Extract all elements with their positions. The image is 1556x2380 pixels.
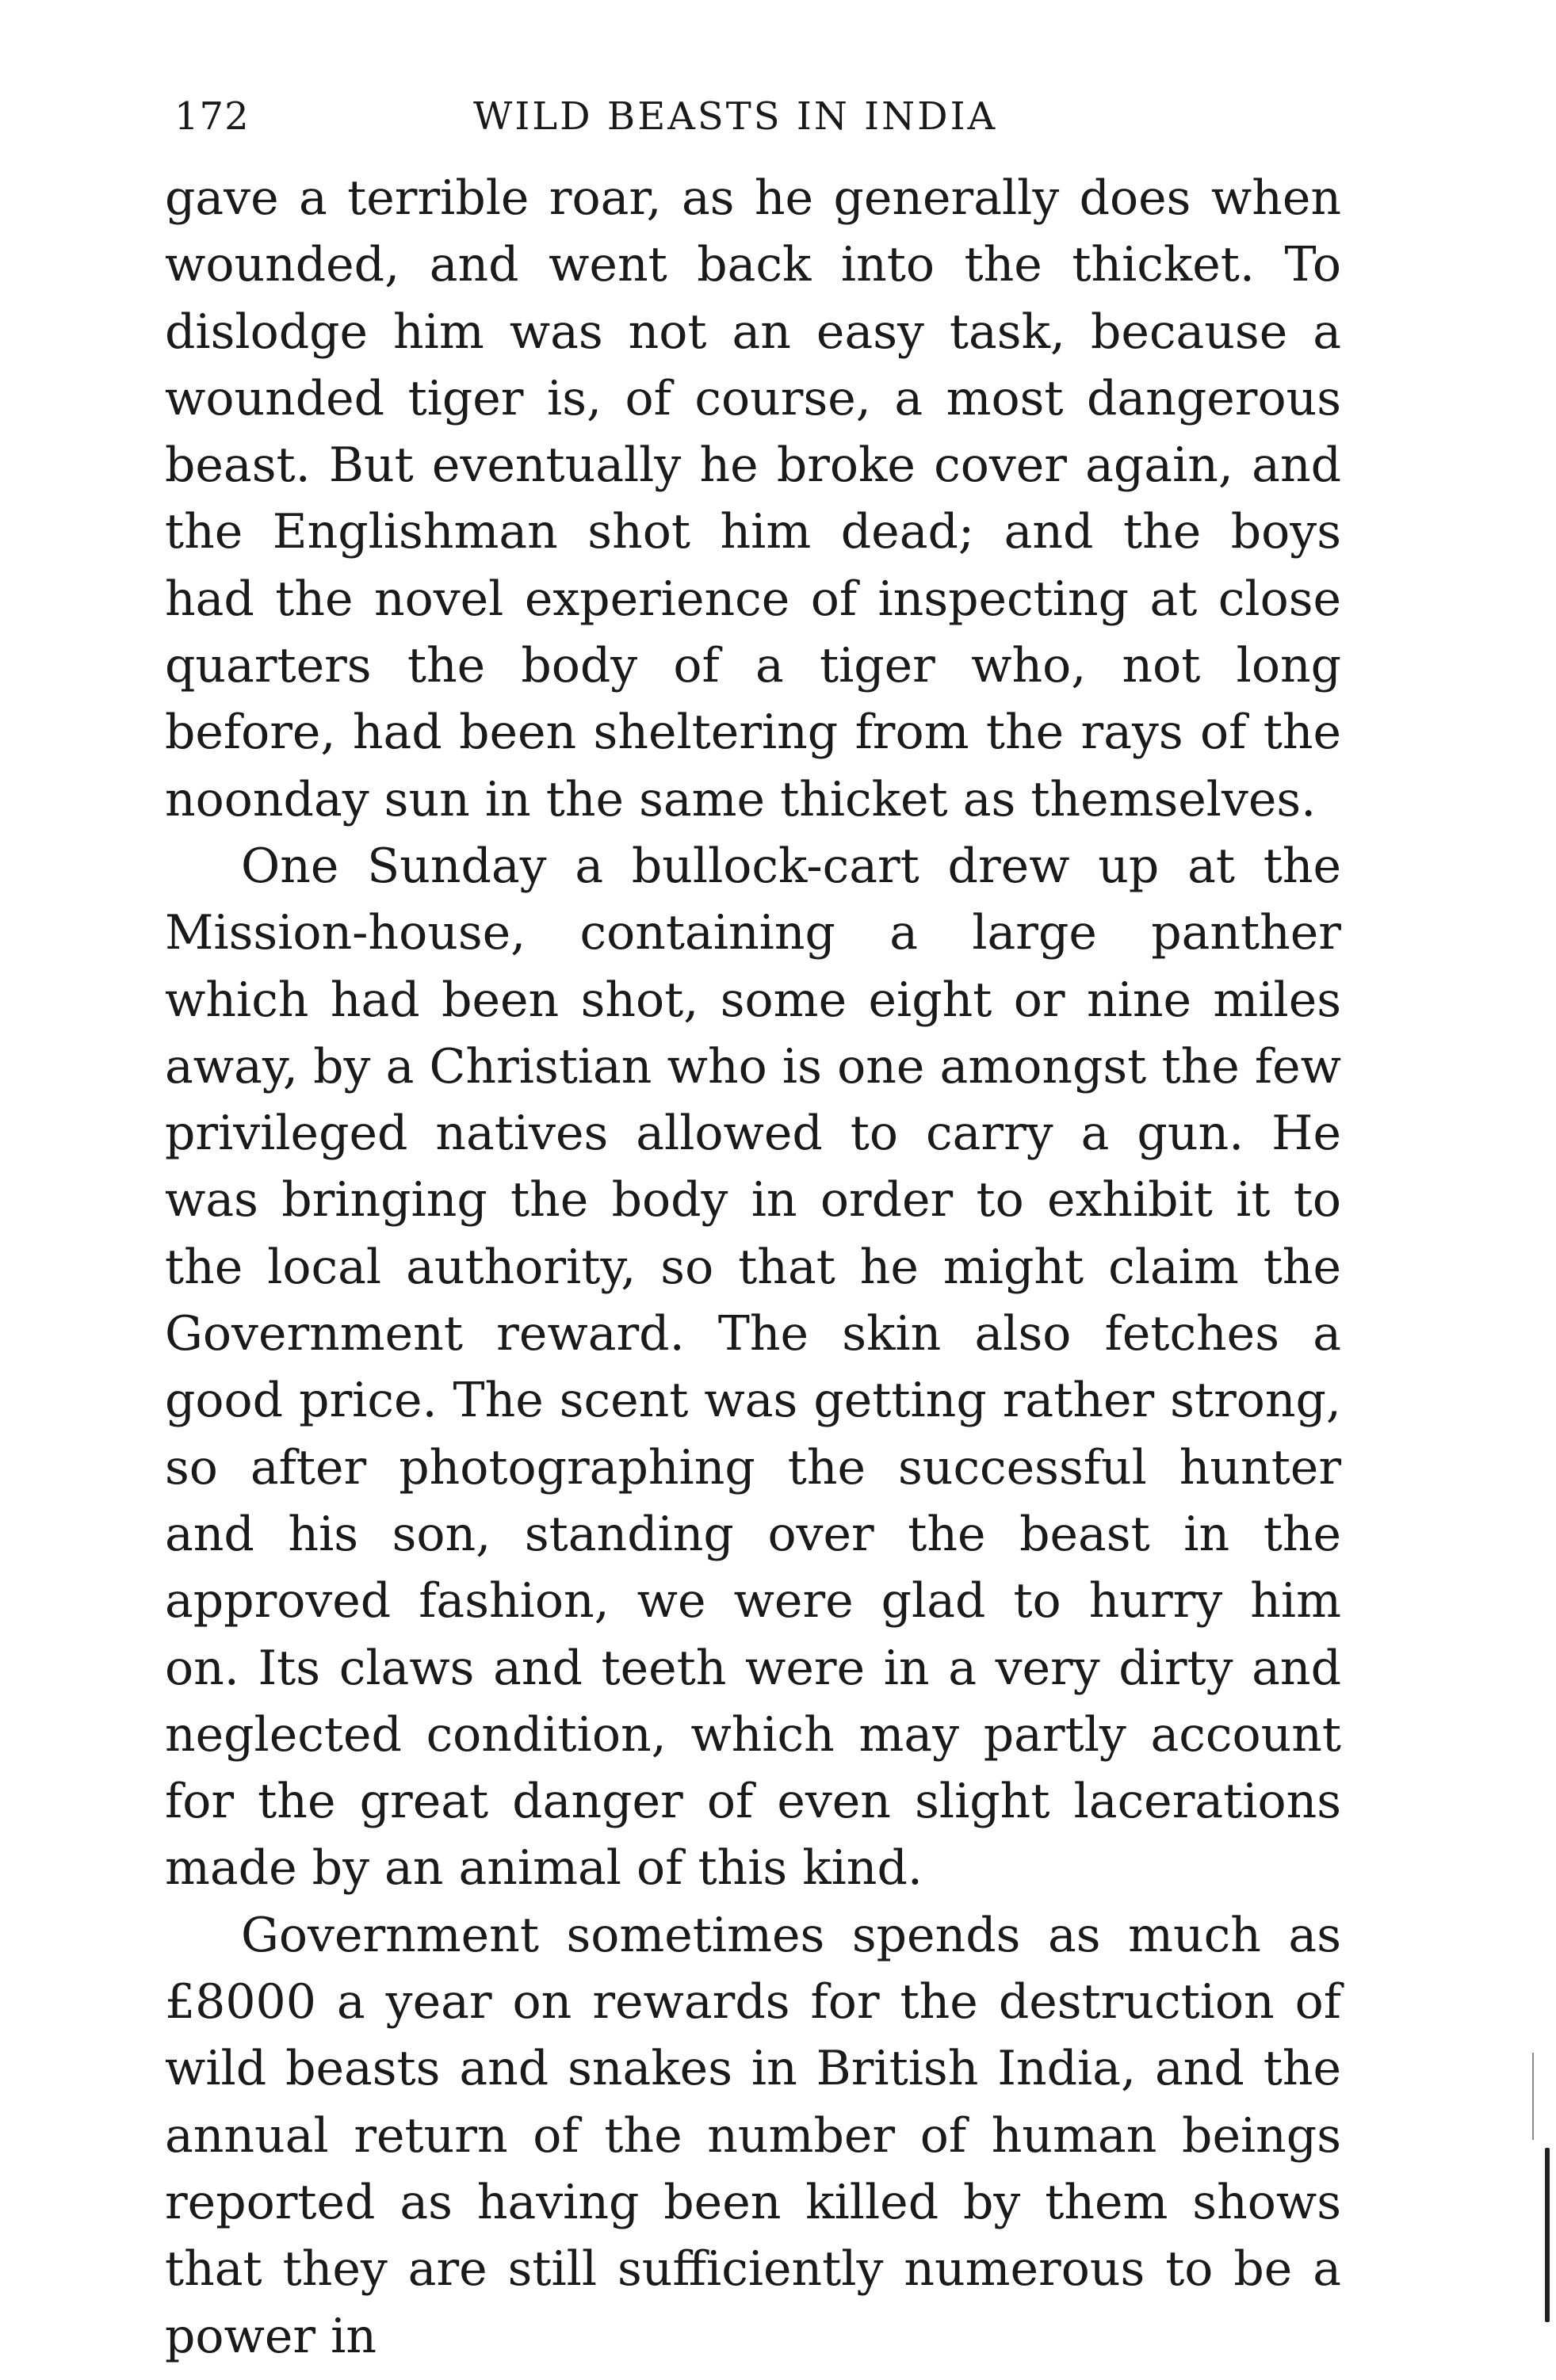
paragraph-continuation: gave a terrible roar, as he generally does when wounded, and went back into the thicket. To dislodge him was not an easy task, because a wounded tiger is, of course, a most dangerous beast. But eventually he broke cover again, and the Englishman shot him dead; and the boys had the novel experience of inspecting at close quarters the body of a tiger who, not long before, had been sheltering from the rays of the noonday sun in the same thicket as themselves. [165,170,1341,827]
running-title: WILD BEASTS IN INDIA [473,94,998,139]
page-number: 172 [174,94,250,139]
body-text [165,165,1341,2370]
scan-edge-mark [1545,2148,1550,2322]
paragraph-panther: One Sunday a bullock-cart drew up at the Mission-house, containing a large panther which had been shot, some eight or nine miles away, by a Christian who is one amongst the few privileged natives allowed to carry a gun. He was bringing the body in order to exhibit it to the local authority, so that he might claim the Government reward. The skin also fetches a good price. The scent was getting rather strong, so after photographing the successful hunter and his son, standing over the beast in the approved fashion, we were glad to hurry him on. Its claws and teeth were in a very dirty and neglected condition, which may partly account for the great danger of even slight lacerations made by an animal of this kind. [165,838,1341,1897]
paragraph-government-rewards: Government sometimes spends as much as £8000 a year on rewards for the destruction of wild beasts and snakes in British India, and the annual return of the number of human beings reported as having been killed by them shows that they are still sufficiently numerous to be a power in [165,1907,1341,2364]
running-head [174,89,1341,144]
scan-edge-mark-thin [1532,2053,1534,2140]
